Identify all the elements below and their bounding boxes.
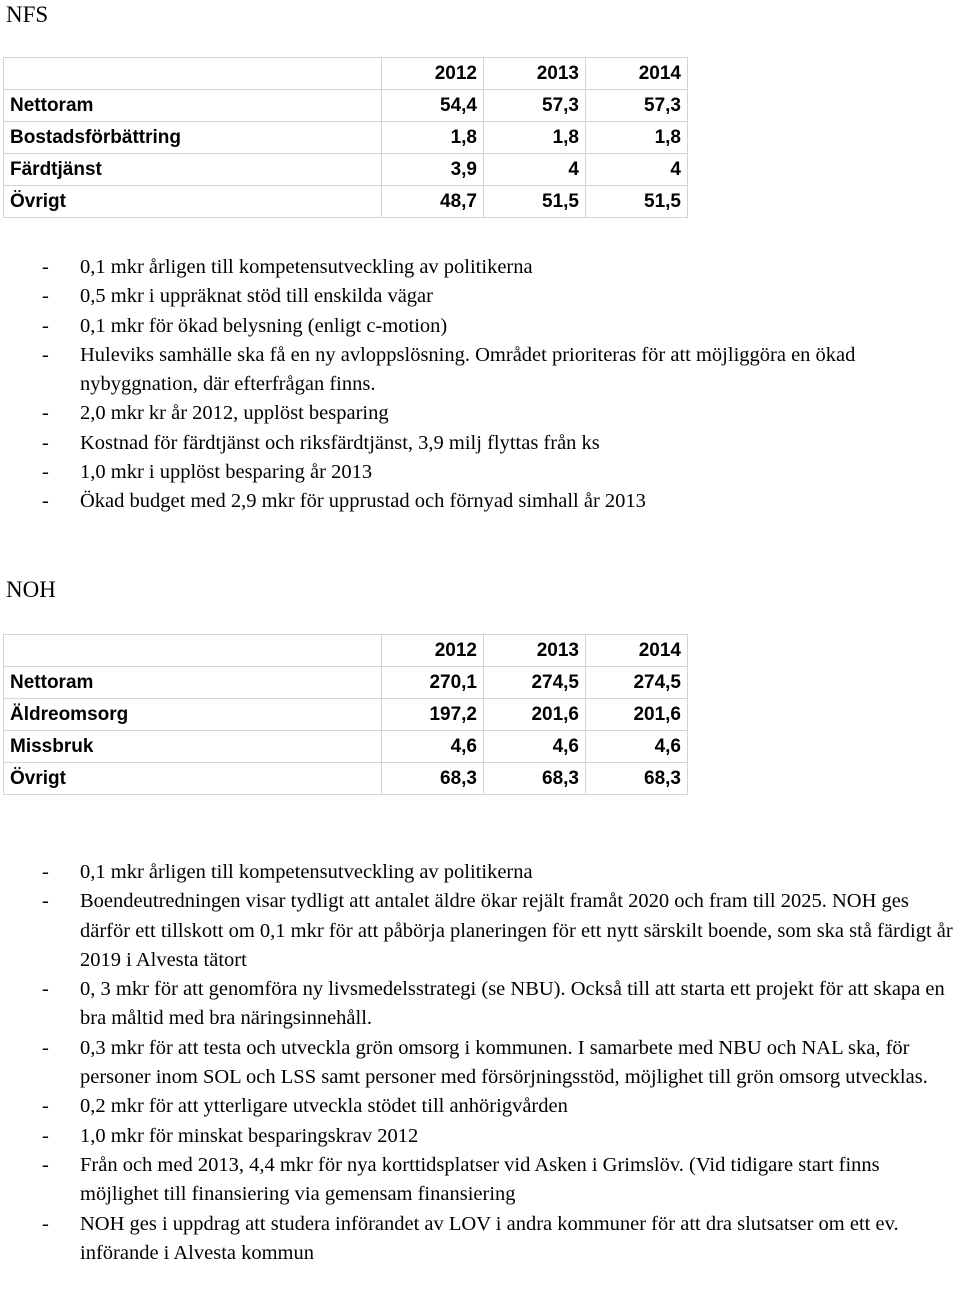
- list-item: [0, 282, 960, 311]
- budget-table-noh: [3, 634, 688, 795]
- bullet-dash: -: [42, 1036, 49, 1059]
- table-cell: 51,5: [484, 186, 586, 218]
- table-cell: 68,3: [382, 763, 484, 795]
- table-cell: 1,8: [586, 122, 688, 154]
- table-header-cell: 2013: [484, 635, 586, 667]
- table-row: [4, 731, 688, 763]
- list-item-text: 1,0 mkr för minskat besparingskrav 2012: [80, 1124, 419, 1147]
- table-header-cell: [4, 58, 382, 90]
- table-row: [4, 90, 688, 122]
- list-item: [0, 487, 960, 516]
- row-label: Nettoram: [4, 90, 382, 122]
- bullet-dash: -: [42, 314, 49, 337]
- table-cell: 51,5: [586, 186, 688, 218]
- list-item: [0, 858, 960, 887]
- list-item: [0, 253, 960, 282]
- table-cell: 54,4: [382, 90, 484, 122]
- table-header-cell: 2013: [484, 58, 586, 90]
- table-row: [4, 154, 688, 186]
- list-item-text: Boendeutredningen visar tydligt att antalet äldre ökar rejält framåt 2020 och fram till 2025. NOH ges därför ett tillskott om 0,1 mkr för att påbörja planeringen för ett nytt särskilt boende, som ska stå färdigt år 2019 i Alvesta tätort: [80, 890, 953, 971]
- list-item-text: 1,0 mkr i upplöst besparing år 2013: [80, 461, 373, 484]
- table-cell: 201,6: [484, 699, 586, 731]
- bullet-dash: -: [42, 1153, 49, 1176]
- table-row: [4, 699, 688, 731]
- table-cell: 57,3: [586, 90, 688, 122]
- table-cell: 68,3: [586, 763, 688, 795]
- row-label: Missbruk: [4, 731, 382, 763]
- list-item-text: 0,5 mkr i uppräknat stöd till enskilda vägar: [80, 285, 433, 308]
- bullet-list-noh: [0, 858, 960, 1268]
- table-header-cell: 2012: [382, 58, 484, 90]
- row-label: Färdtjänst: [4, 154, 382, 186]
- bullet-dash: -: [42, 431, 49, 454]
- table-header-cell: 2014: [586, 58, 688, 90]
- list-item-text: Kostnad för färdtjänst och riksfärdtjänst, 3,9 milj flyttas från ks: [80, 431, 600, 454]
- list-item-text: Huleviks samhälle ska få en ny avloppslösning. Området prioriteras för att möjliggöra en ökad nybyggnation, där efterfrågan finns.: [80, 343, 856, 396]
- row-label: Övrigt: [4, 186, 382, 218]
- bullet-dash: -: [42, 1095, 49, 1118]
- list-item: [0, 1210, 960, 1269]
- list-item: [0, 399, 960, 428]
- section-heading-noh: NOH: [6, 577, 56, 602]
- table-row: [4, 186, 688, 218]
- list-item: [0, 1092, 960, 1121]
- table-cell: 4,6: [484, 731, 586, 763]
- bullet-dash: -: [42, 1124, 49, 1147]
- table-cell: 68,3: [484, 763, 586, 795]
- list-item-text: 0, 3 mkr för att genomföra ny livsmedelsstrategi (se NBU). Också till att starta ett projekt för att skapa en bra måltid med bra näringsinnehåll.: [80, 978, 945, 1030]
- bullet-dash: -: [42, 978, 49, 1001]
- bullet-dash: -: [42, 461, 49, 484]
- table-header-cell: 2014: [586, 635, 688, 667]
- table-cell: 3,9: [382, 154, 484, 186]
- table-cell: 270,1: [382, 667, 484, 699]
- table-cell: 274,5: [484, 667, 586, 699]
- row-label: Äldreomsorg: [4, 699, 382, 731]
- table-header-row: [4, 58, 688, 90]
- list-item: [0, 1034, 960, 1093]
- bullet-dash: -: [42, 343, 49, 366]
- bullet-dash: -: [42, 402, 49, 425]
- list-item-text: 0,3 mkr för att testa och utveckla grön omsorg i kommunen. I samarbete med NBU och NAL ska, för personer inom SOL och LSS samt personer med försörjningsstöd, möjlighet till grön omsorg utvecklas.: [80, 1036, 928, 1089]
- list-item: [0, 1122, 960, 1151]
- table-cell: 274,5: [586, 667, 688, 699]
- list-item-text: Från och med 2013, 4,4 mkr för nya korttidsplatser vid Asken i Grimslöv. (Vid tidigare start finns möjlighet till finansiering via gemensam finansiering: [80, 1153, 880, 1206]
- list-item-text: 0,1 mkr årligen till kompetensutveckling av politikerna: [80, 861, 533, 883]
- bullet-dash: -: [42, 1212, 49, 1235]
- bullet-list-nfs: [0, 253, 960, 517]
- table-cell: 1,8: [484, 122, 586, 154]
- row-label: Övrigt: [4, 763, 382, 795]
- table-row: [4, 763, 688, 795]
- table-cell: 4: [586, 154, 688, 186]
- bullet-dash: -: [42, 861, 49, 883]
- list-item-text: 0,1 mkr för ökad belysning (enligt c-motion): [80, 314, 448, 337]
- table-header-cell: [4, 635, 382, 667]
- table-cell: 48,7: [382, 186, 484, 218]
- list-item: [0, 312, 960, 341]
- table-cell: 57,3: [484, 90, 586, 122]
- list-item-text: 0,2 mkr för att ytterligare utveckla stödet till anhörigvården: [80, 1095, 568, 1118]
- list-item-text: 0,1 mkr årligen till kompetensutveckling av politikerna: [80, 256, 533, 278]
- table-header-row: [4, 635, 688, 667]
- bullet-dash: -: [42, 256, 49, 278]
- section-heading-nfs: NFS: [6, 2, 49, 27]
- list-item: [0, 975, 960, 1034]
- list-item: [0, 429, 960, 458]
- list-item-text: NOH ges i uppdrag att studera införandet av LOV i andra kommuner för att dra slutsatser om ett ev. införande i Alvesta kommun: [80, 1212, 899, 1264]
- table-cell: 4,6: [382, 731, 484, 763]
- list-item: [0, 341, 960, 400]
- bullet-dash: -: [42, 890, 49, 913]
- list-item-text: Ökad budget med 2,9 mkr för upprustad och förnyad simhall år 2013: [80, 490, 646, 513]
- table-header-cell: 2012: [382, 635, 484, 667]
- table-row: [4, 122, 688, 154]
- bullet-dash: -: [42, 490, 49, 513]
- table-cell: 4,6: [586, 731, 688, 763]
- row-label: Nettoram: [4, 667, 382, 699]
- table-cell: 201,6: [586, 699, 688, 731]
- budget-table-nfs: [3, 57, 688, 218]
- table-cell: 1,8: [382, 122, 484, 154]
- list-item: [0, 887, 960, 975]
- table-cell: 4: [484, 154, 586, 186]
- table-row: [4, 667, 688, 699]
- list-item: [0, 458, 960, 487]
- table-cell: 197,2: [382, 699, 484, 731]
- row-label: Bostadsförbättring: [4, 122, 382, 154]
- bullet-dash: -: [42, 285, 49, 308]
- list-item-text: 2,0 mkr kr år 2012, upplöst besparing: [80, 402, 389, 425]
- list-item: [0, 1151, 960, 1210]
